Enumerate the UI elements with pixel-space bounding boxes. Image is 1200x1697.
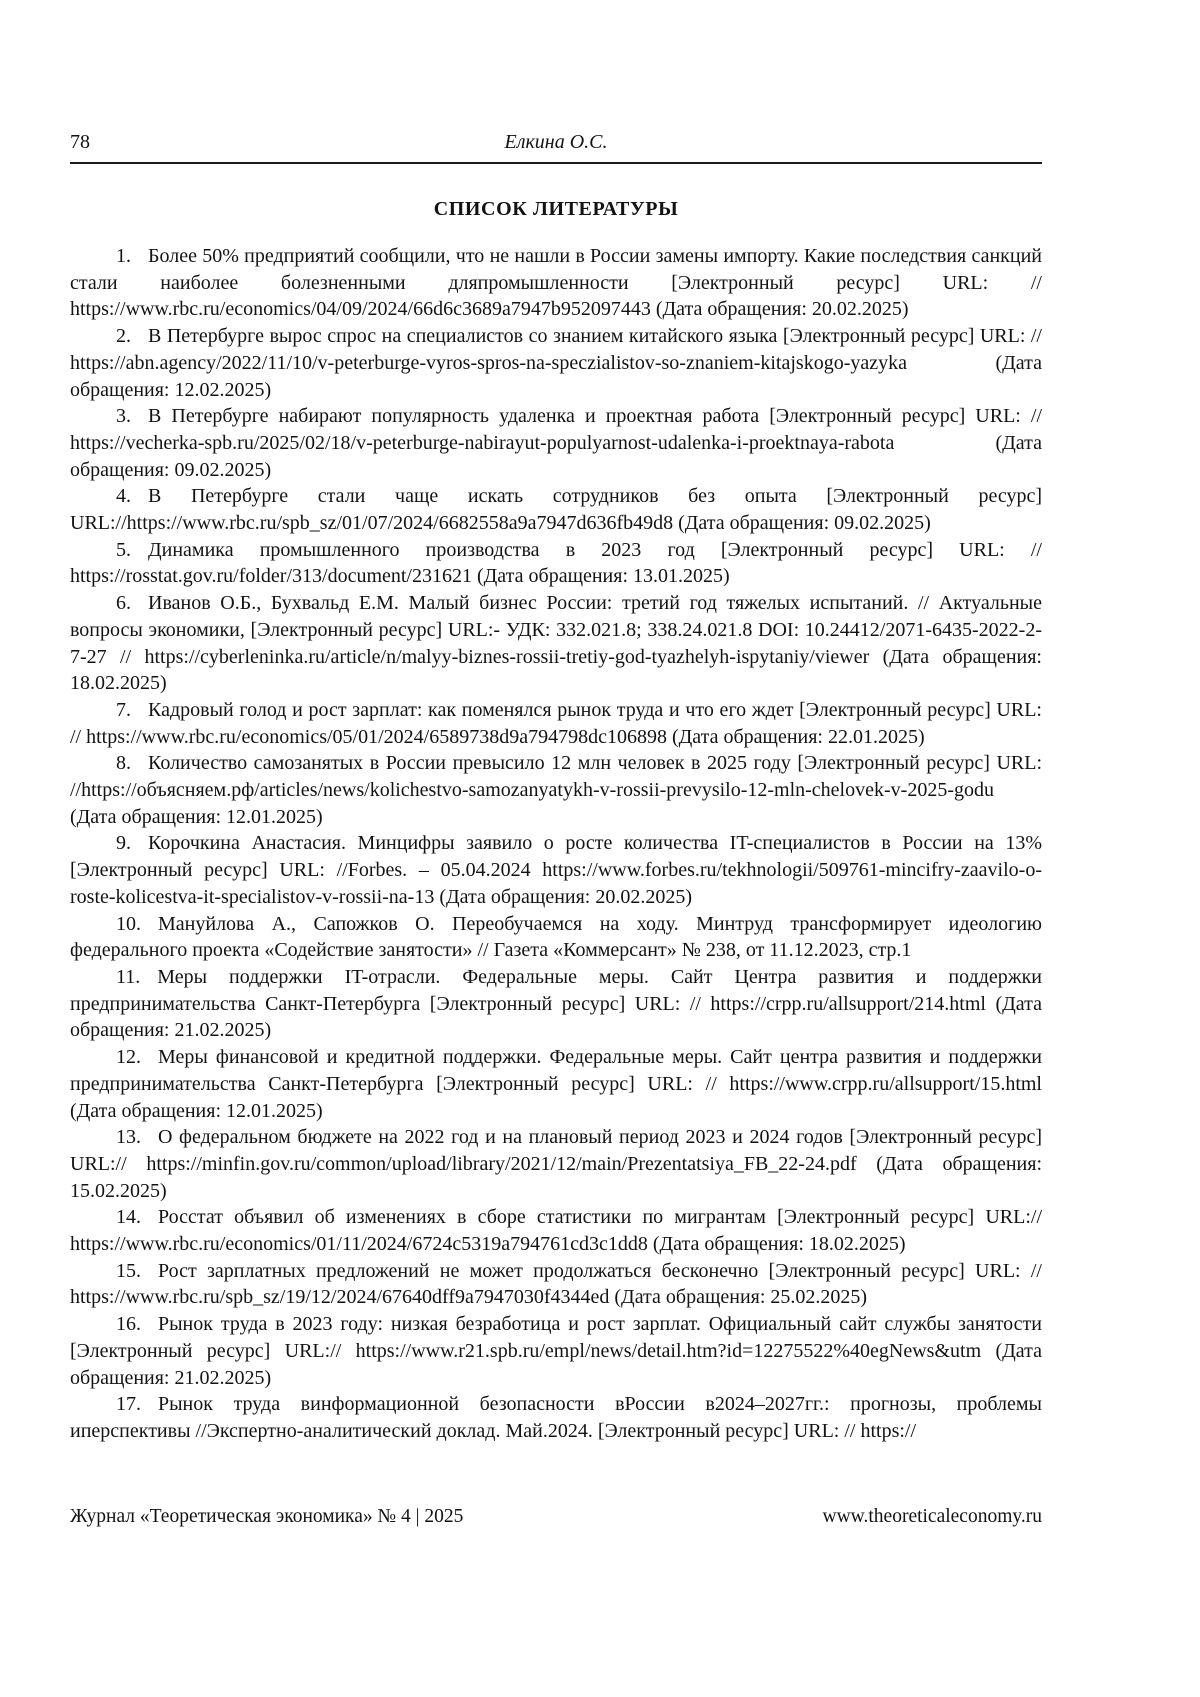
reference-text: Корочкина Анастасия. Минцифры заявило о росте количества IT-специалистов в России на 13% [Электронный ресурс] URL: //Forbes. – 05.04.2024 https://www.forbes.ru/tekhnologii/509761-mincifry-zaavilo-o-roste-kolicestva-it-specialistov-v-rossii-na-13 (Дата обращения: 20.02.2025) (70, 832, 1042, 908)
reference-text: Рынок труда винформационной безопасности вРоссии в2024–2027гг.: прогнозы, проблемы иперспективы //Экспертно-аналитический доклад. Май.2024. [Электронный ресурс] URL: // https:// (70, 1393, 1042, 1442)
page-content (70, 0, 1042, 1445)
reference-number: 7. (116, 698, 131, 721)
reference-number: 10. (116, 912, 141, 935)
reference-number: 13. (116, 1126, 141, 1149)
footer-journal-url: www.theoreticaleconomy.ru (822, 1506, 1042, 1527)
reference-number: 5. (116, 538, 131, 561)
reference-number: 15. (116, 1259, 141, 1282)
reference-text: Иванов О.Б., Бухвальд Е.М. Малый бизнес России: третий год тяжелых испытаний. // Актуальные вопросы экономики, [Электронный ресурс] URL:- УДК: 332.021.8; 338.24.021.8 DOI: 10.24412/2071-6435-2022-2-7-27 // https://cyberleninka.ru/article/n/malyy-biznes-rossii-tretiy-god-tyazhelyh-ispytaniy/viewer (Дата обращения: 18.02.2025) (70, 592, 1042, 695)
reference-number: 17. (116, 1393, 141, 1416)
reference-text: Кадровый голод и рост зарплат: как поменялся рынок труда и что его ждет [Электронный ресурс] URL: // https://www.rbc.ru/economics/05/01/2024/6589738d9a794798dc106898 (Дата обращения: 22.01.2025) (70, 698, 1042, 748)
reference-text: Меры поддержки IT-отрасли. Федеральные меры. Сайт Центра развития и поддержки предпринимательства Санкт-Петербурга [Электронный ресурс] URL: // https://crpp.ru/allsupport/214.html (Дата обращения: 21.02.2025) (70, 965, 1042, 1042)
reference-number: 11. (116, 965, 141, 988)
reference-number: 9. (116, 832, 131, 855)
reference-item (70, 1391, 1042, 1444)
section-title: СПИСОК ЛИТЕРАТУРЫ (433, 198, 679, 220)
reference-item (70, 323, 1042, 403)
reference-item (70, 483, 1042, 536)
running-head-author: Елкина О.С. (504, 131, 608, 153)
page-header (70, 0, 1042, 164)
reference-item (70, 750, 1042, 830)
reference-number: 12. (116, 1046, 141, 1069)
reference-text: Рынок труда в 2023 году: низкая безработица и рост зарплат. Официальный сайт службы занятости [Электронный ресурс] URL:// https://www.r21.spb.ru/empl/news/detail.htm?id=12275522%40egNews&utm (Дата обращения: 21.02.2025) (70, 1313, 1042, 1389)
reference-number: 8. (116, 752, 131, 775)
reference-text: В Петербурге набирают популярность удаленка и проектная работа [Электронный ресурс] URL: // https://vecherka-spb.ru/2025/02/18/v-peterburge-nabirayut-populyarnost-udalenka-i-proektnaya-rabota (Дата обращения: 09.02.2025) (70, 405, 1042, 481)
reference-text: Динамика промышленного производства в 2023 год [Электронный ресурс] URL: // https://rosstat.gov.ru/folder/313/document/231621 (Дата обращения: 13.01.2025) (70, 538, 1042, 588)
reference-text: Количество самозанятых в России превысило 12 млн человек в 2025 году [Электронный ресурс] URL: //https://объясняем.рф/articles/news/kolichestvo-samozanyatykh-v-rossii-prevysilo-12-mln-chelovek-v-2025-godu (Дата обращения: 12.01.2025) (70, 752, 1042, 828)
reference-text: Росстат объявил об изменениях в сборе статистики по мигрантам [Электронный ресурс] URL:// https://www.rbc.ru/economics/01/11/2024/6724c5319a794761cd3c1dd8 (Дата обращения: 18.02.2025) (70, 1206, 1042, 1256)
reference-text: Более 50% предприятий сообщили, что не нашли в России замены импорту. Какие последствия санкций стали наиболее болезненными дляпромышленности [Электронный ресурс] URL: // https://www.rbc.ru/economics/04/09/2024/66d6c3689a7947b952097443 (Дата обращения: 20.02.2025) (70, 245, 1042, 321)
reference-text: О федеральном бюджете на 2022 год и на плановый период 2023 и 2024 годов [Электронный ресурс] URL:// https://minfin.gov.ru/common/upload/library/2021/12/main/Prezentatsiya_FB_22-24.pdf (Дата обращения: 15.02.2025) (70, 1126, 1042, 1202)
reference-item (70, 590, 1042, 697)
reference-number: 16. (116, 1313, 141, 1336)
reference-text: В Петербурге стали чаще искать сотрудников без опыта [Электронный ресурс] URL://https://www.rbc.ru/spb_sz/01/07/2024/6682558a9a7947d636fb49d8 (Дата обращения: 09.02.2025) (70, 485, 1042, 535)
reference-item (70, 911, 1042, 964)
reference-item (70, 1311, 1042, 1391)
reference-item (70, 1124, 1042, 1204)
reference-item (70, 243, 1042, 323)
reference-number: 6. (116, 592, 131, 615)
reference-number: 14. (116, 1206, 141, 1229)
reference-number: 3. (116, 405, 131, 428)
reference-text: Мануйлова А., Сапожков О. Переобучаемся на ходу. Минтруд трансформирует идеологию федерального проекта «Содействие занятости» // Газета «Коммерсант» № 238, от 11.12.2023, стр.1 (70, 912, 1042, 962)
reference-list (70, 243, 1042, 1445)
reference-item (70, 830, 1042, 910)
reference-text: В Петербурге вырос спрос на специалистов со знанием китайского языка [Электронный ресурс] URL: // https://abn.agency/2022/11/10/v-peterburge-vyros-spros-na-speczialistov-so-znaniem-kitajskogo-yazyka (Дата обращения: 12.02.2025) (70, 325, 1042, 401)
reference-item (70, 537, 1042, 590)
reference-number: 1. (116, 245, 131, 267)
reference-number: 4. (116, 485, 131, 508)
footer-journal-title: Журнал «Теоретическая экономика» № 4 | 2025 (70, 1506, 464, 1527)
reference-item (70, 1258, 1042, 1311)
reference-text: Меры финансовой и кредитной поддержки. Федеральные меры. Сайт центра развития и поддержки предпринимательства Санкт-Петербурга [Электронный ресурс] URL: // https://www.crpp.ru/allsupport/15.html (Дата обращения: 12.01.2025) (70, 1046, 1042, 1122)
reference-item (70, 403, 1042, 483)
page-number: 78 (70, 131, 90, 153)
reference-item (70, 1044, 1042, 1124)
reference-item (70, 1204, 1042, 1257)
reference-item (70, 697, 1042, 750)
reference-item (70, 964, 1042, 1044)
reference-text: Рост зарплатных предложений не может продолжаться бесконечно [Электронный ресурс] URL: // https://www.rbc.ru/spb_sz/19/12/2024/67640dff9a7947030f4344ed (Дата обращения: 25.02.2025) (70, 1259, 1042, 1309)
page-footer (70, 1506, 1042, 1528)
reference-number: 2. (116, 325, 131, 348)
